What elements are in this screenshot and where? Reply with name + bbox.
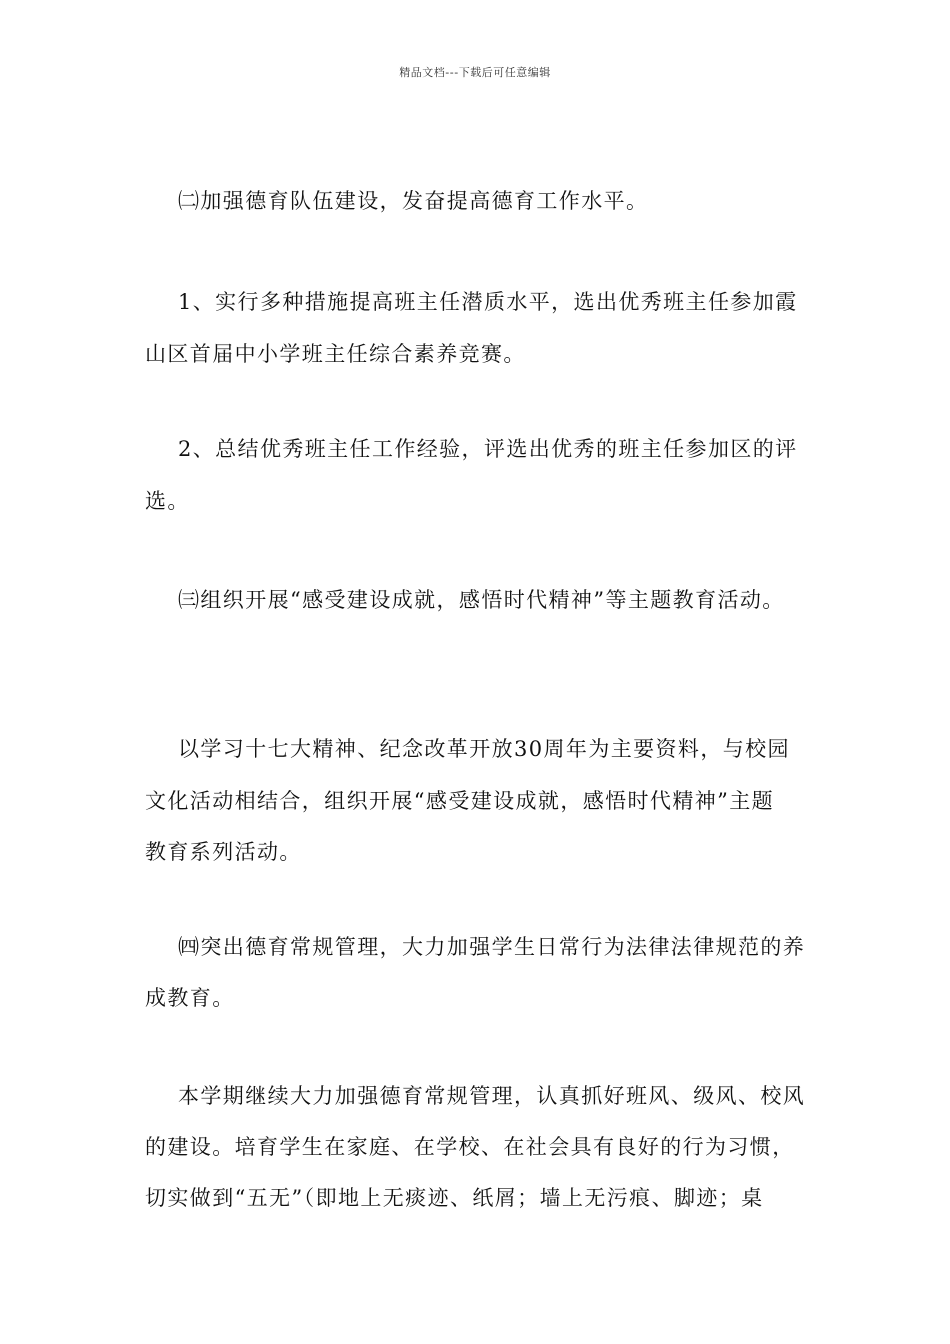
paragraph-line: 的建设。培育学生在家庭、在学校、在社会具有良好的行为习惯， [145, 1135, 795, 1159]
section-heading-2: ㈡加强德育队伍建设，发奋提高德育工作水平。 [178, 189, 649, 213]
section-heading-3: ㈢组织开展“感受建设成就，感悟时代精神”等主题教育活动。 [178, 588, 785, 612]
paragraph-line: 本学期继续大力加强德育常规管理，认真抓好班风、级风、校风 [178, 1084, 806, 1108]
paragraph-line: 切实做到“五无”（即地上无痰迹、纸屑；墙上无污痕、脚迹；桌 [145, 1186, 764, 1210]
paragraph-line: 2、总结优秀班主任工作经验，评选出优秀的班主任参加区的评 [178, 437, 798, 461]
paragraph-line: 以学习十七大精神、纪念改革开放30周年为主要资料，与校园 [178, 737, 790, 761]
paragraph-line: 选。 [145, 489, 190, 513]
paragraph-line: 文化活动相结合，组织开展“感受建设成就，感悟时代精神”主题 [145, 789, 775, 813]
paragraph-line: 1、实行多种措施提高班主任潜质水平，选出优秀班主任参加霞 [178, 290, 798, 314]
paragraph-line: 山区首届中小学班主任综合素养竞赛。 [145, 342, 526, 366]
paragraph-line: 教育系列活动。 [145, 840, 302, 864]
paragraph-line: 成教育。 [145, 986, 235, 1010]
page-header: 精品文档---下载后可任意编辑 [399, 66, 551, 79]
section-heading-4: ㈣突出德育常规管理，大力加强学生日常行为法律法律规范的养 [178, 935, 806, 959]
